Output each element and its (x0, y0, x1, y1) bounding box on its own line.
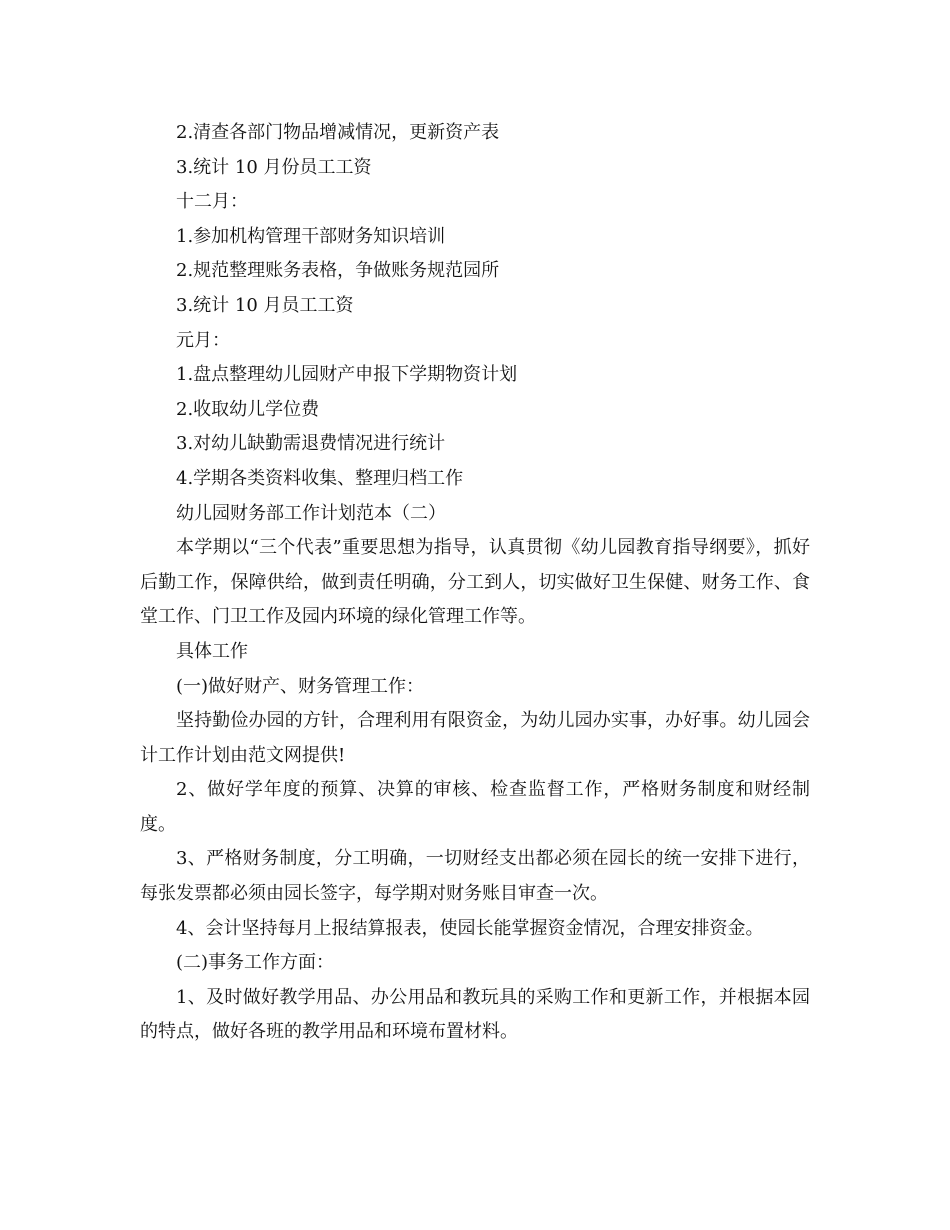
text-line: 3.统计 10 月员工工资 (176, 294, 354, 316)
section-heading-finance: (一)做好财产、财务管理工作： (176, 675, 425, 697)
text-line: 1.参加机构管理干部财务知识培训 (176, 225, 446, 247)
body-paragraph: 1、及时做好教学用品、办公用品和教玩具的采购工作和更新工作，并根据本园的特点，做好各班的教学用品和环境布置材料。 (140, 986, 810, 1043)
text-line: 3.统计 10 月份员工工资 (176, 156, 372, 178)
text-line: 1.盘点整理幼儿园财产申报下学期物资计划 (176, 364, 518, 386)
text-line: 4.学期各类资料收集、整理归档工作 (176, 467, 464, 489)
document-subtitle: 幼儿园财务部工作计划范本（二） (176, 502, 446, 524)
body-paragraph: 2、做好学年度的预算、决算的审核、检查监督工作，严格财务制度和财经制度。 (140, 779, 810, 835)
section-heading-december: 十二月： (176, 191, 248, 213)
text-line: 2.收取幼儿学位费 (176, 398, 320, 420)
section-heading-specific-work: 具体工作 (176, 640, 248, 662)
text-line: 3.对幼儿缺勤需退费情况进行统计 (176, 433, 446, 455)
document-body (140, 116, 810, 1050)
body-paragraph: 本学期以“三个代表”重要思想为指导，认真贯彻《幼儿园教育指导纲要》，抓好后勤工作，保障供给，做到责任明确，分工到人，切实做好卫生保健、财务工作、食堂工作、门卫工作及园内环境的绿化管理工作等。 (140, 537, 810, 628)
text-line: 2.清查各部门物品增减情况，更新资产表 (176, 122, 500, 143)
text-line: 2.规范整理账务表格，争做账务规范园所 (176, 260, 500, 282)
section-heading-affairs: (二)事务工作方面： (176, 952, 335, 974)
body-paragraph: 坚持勤俭办园的方针，合理利用有限资金，为幼儿园办实事，办好事。幼儿园会计工作计划由范文网提供! (140, 710, 810, 766)
section-heading-january: 元月： (176, 329, 230, 351)
body-paragraph: 4、会计坚持每月上报结算报表，使园长能掌握资金情况，合理安排资金。 (176, 917, 764, 939)
body-paragraph: 3、严格财务制度，分工明确，一切财经支出都必须在园长的统一安排下进行，每张发票都必须由园长签字，每学期对财务账目审查一次。 (140, 848, 810, 905)
